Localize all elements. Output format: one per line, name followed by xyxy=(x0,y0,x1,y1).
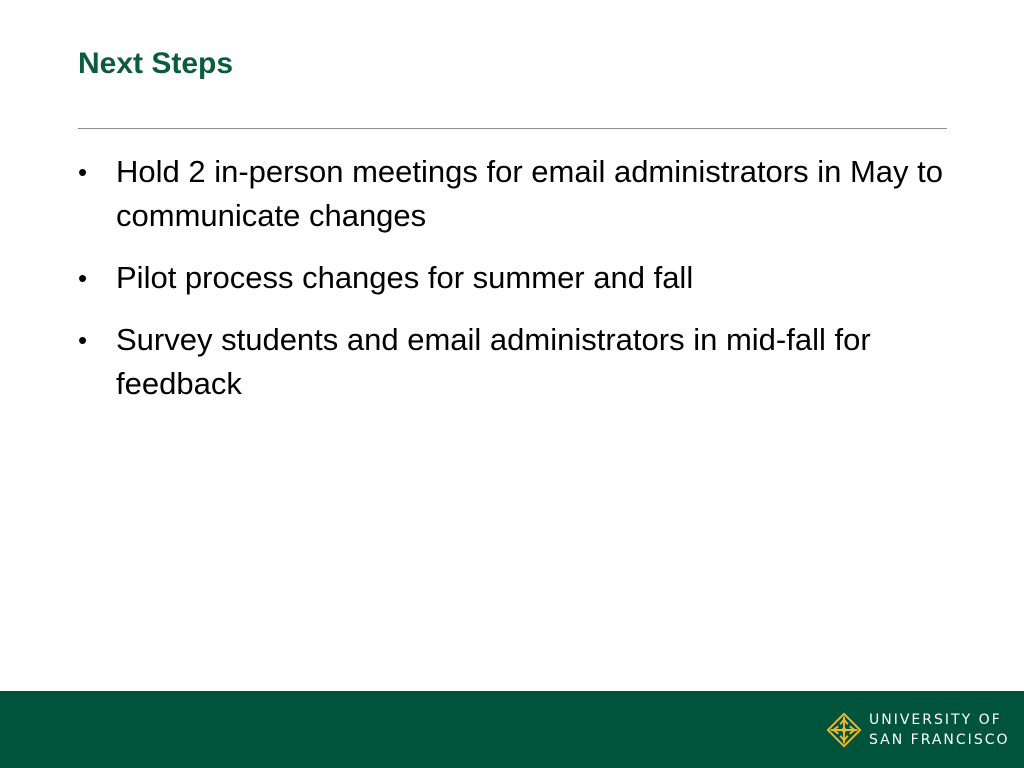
logo-wordmark xyxy=(869,710,1010,750)
logo-line-1: UNIVERSITY OF xyxy=(869,712,1002,728)
usf-cross-icon xyxy=(825,711,863,749)
bullet-icon: • xyxy=(78,263,88,293)
slide-title: Next Steps xyxy=(78,47,234,80)
bullet-text: Hold 2 in-person meetings for email administrators in May to communicate changes xyxy=(116,154,944,233)
list-item xyxy=(78,256,958,300)
bullet-text: Pilot process changes for summer and fall xyxy=(116,260,694,295)
list-item xyxy=(78,150,958,238)
list-item xyxy=(78,318,958,406)
university-logo xyxy=(825,710,1010,750)
bullet-list xyxy=(78,150,958,424)
logo-line-2: SAN FRANCISCO xyxy=(869,732,1010,748)
bullet-icon: • xyxy=(78,157,88,187)
title-divider xyxy=(78,128,947,129)
bullet-icon: • xyxy=(78,325,88,355)
bullet-text: Survey students and email administrators in mid-fall for feedback xyxy=(116,322,871,401)
